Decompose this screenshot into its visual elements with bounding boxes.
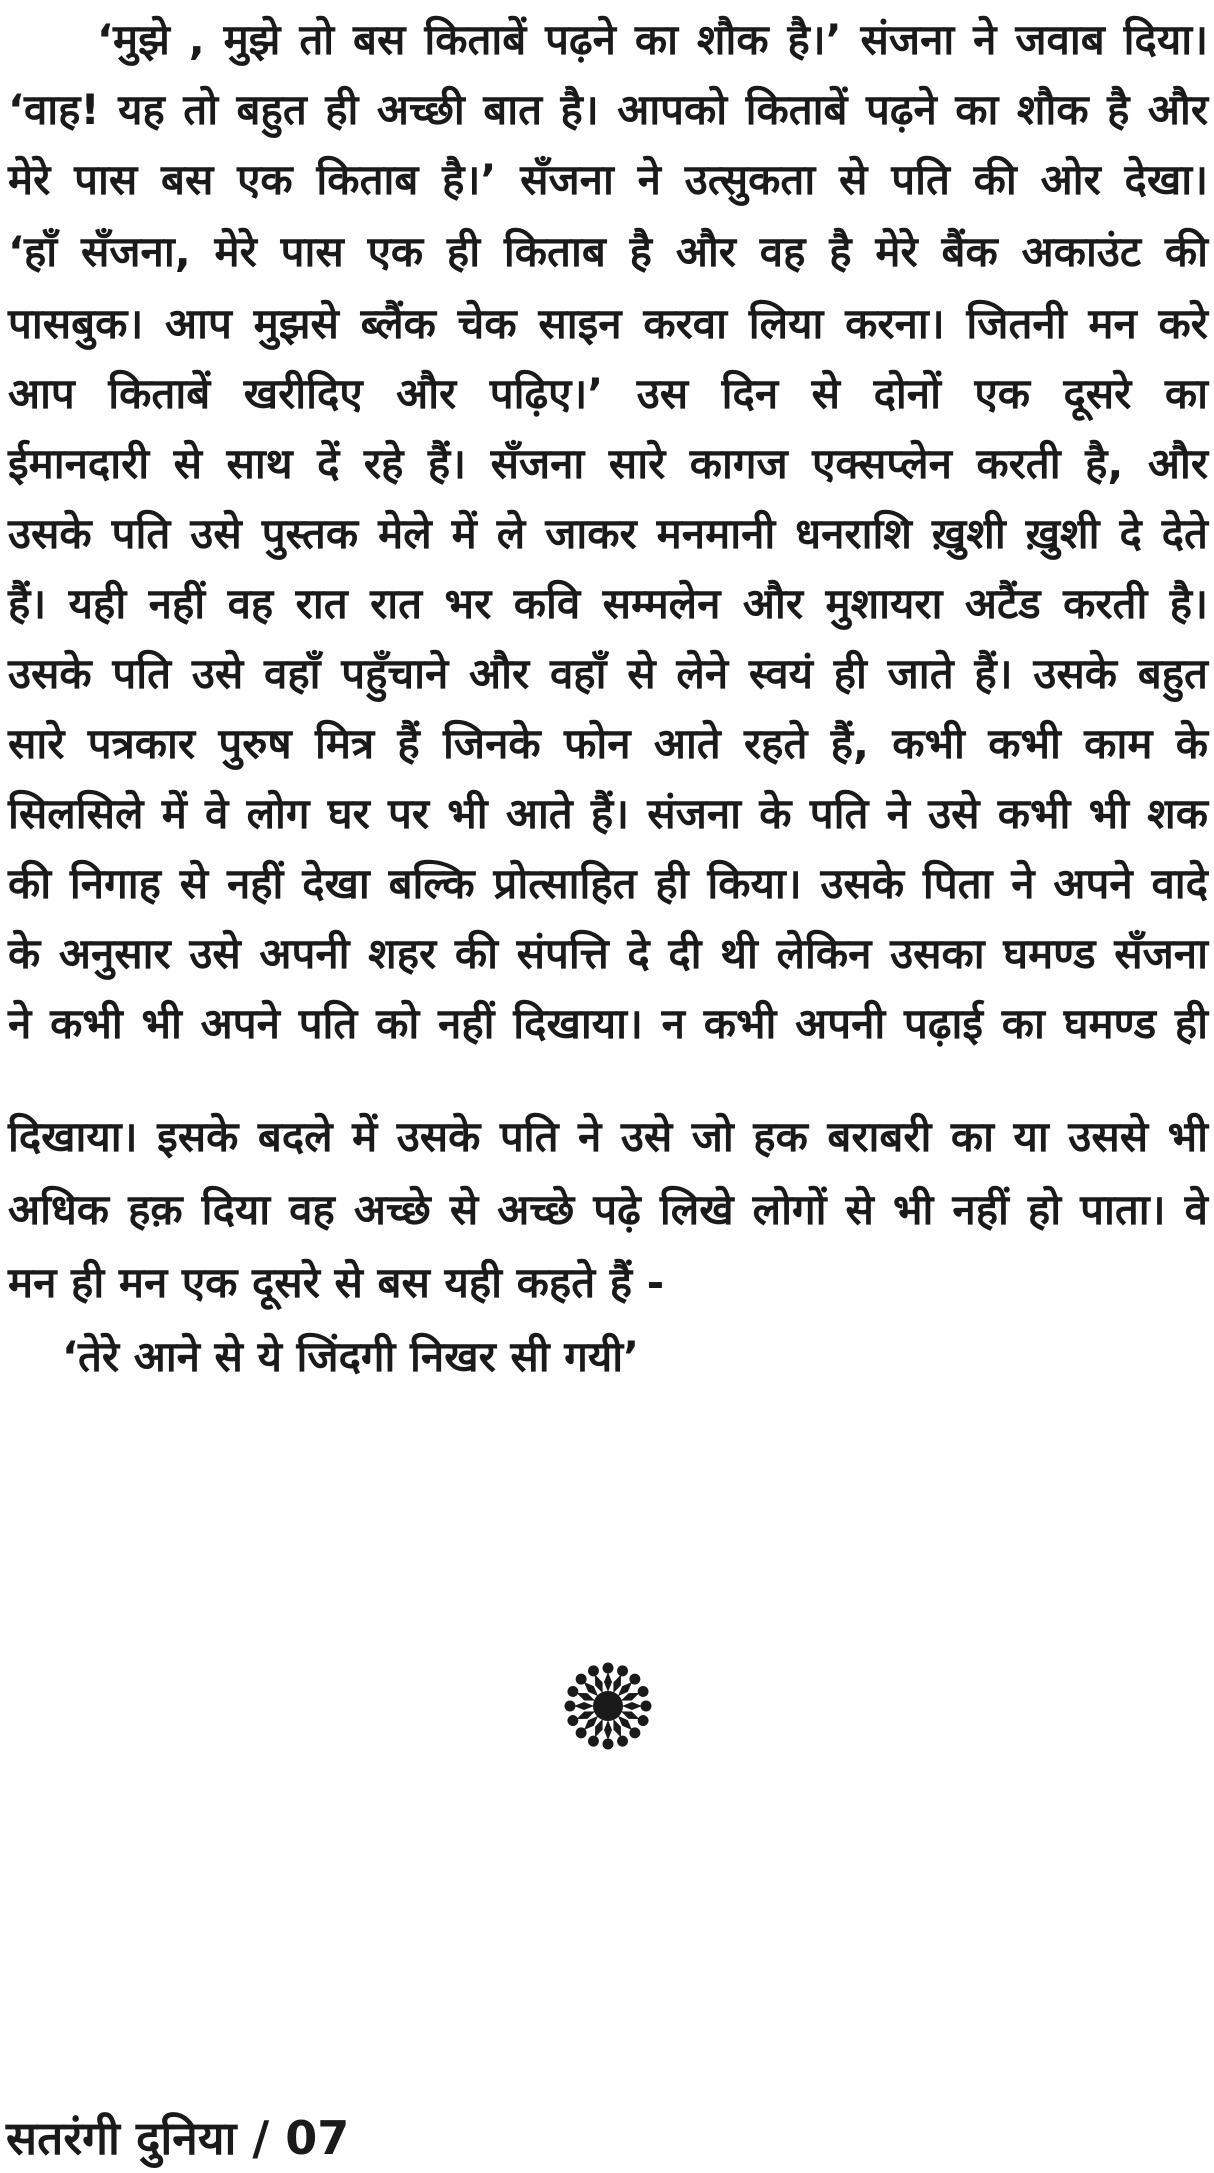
closing-quote-line: ‘तेरे आने से ये जिंदगी निखर सी गयी’ — [62, 1332, 640, 1381]
paragraph-line: उसके पति उसे पुस्तक मेले में ले जाकर मनमानी धनराशि ख़ुशी ख़ुशी दे देते — [8, 509, 1208, 558]
ornament-spoke — [565, 1701, 595, 1712]
ornament-spoke — [603, 1663, 614, 1693]
paragraph-line: ने कभी भी अपने पति को नहीं दिखाया। न कभी अपनी पढ़ाई का घमण्ड ही — [8, 999, 1208, 1048]
paragraph-line: ‘मुझे , मुझे तो बस किताबें पढ़ने का शौक है।’ संजना ने जवाब दिया। — [97, 15, 1208, 64]
paragraph-line: हैं। यही नहीं वह रात रात भर कवि सम्मलेन और मुशायरा अटैंड करती है। — [8, 579, 1208, 628]
paragraph-line: पासबुक। आप मुझसे ब्लैंक चेक साइन करवा लिया करना। जितनी मन करे — [8, 299, 1208, 348]
paragraph-line: दिखाया। इसके बदले में उसके पति ने उसे जो हक बराबरी का या उससे भी — [8, 1112, 1208, 1161]
ornament-spoke — [603, 1720, 614, 1750]
paragraph-line: आप किताबें खरीदिए और पढ़िए।’ उस दिन से दोनों एक दूसरे का — [8, 369, 1208, 418]
paragraph-line: मन ही मन एक दूसरे से बस यही कहते हैं - — [8, 1258, 665, 1307]
page-footer: सतरंगी दुनिया / 07 — [6, 2111, 350, 2165]
paragraph-line: मेरे पास बस एक किताब है।’ सँजना ने उत्सुकता से पति की ओर देखा। — [8, 155, 1208, 204]
paragraph-line: ‘वाह! यह तो बहुत ही अच्छी बात है। आपको किताबें पढ़ने का शौक है और — [8, 85, 1208, 134]
paragraph-line: के अनुसार उसे अपनी शहर की संपत्ति दे दी थी लेकिन उसका घमण्ड सँजना — [8, 929, 1208, 978]
paragraph-line: ईमानदारी से साथ दें रहे हैं। सँजना सारे कागज एक्सप्लेन करती है, और — [8, 439, 1208, 488]
ornament-spoke — [622, 1701, 652, 1712]
sun-flourish-icon — [562, 1660, 654, 1752]
paragraph-line: सारे पत्रकार पुरुष मित्र हैं जिनके फोन आते रहते हैं, कभी कभी काम के — [8, 719, 1208, 768]
paragraph-line: ‘हाँ सँजना, मेरे पास एक ही किताब है और वह है मेरे बैंक अकाउंट की — [8, 227, 1208, 276]
paragraph-line: अधिक हक़ दिया वह अच्छे से अच्छे पढ़े लिखे लोगों से भी नहीं हो पाता। वे — [8, 1185, 1208, 1234]
paragraph-line: की निगाह से नहीं देखा बल्कि प्रोत्साहित ही किया। उसके पिता ने अपने वादे — [8, 859, 1208, 908]
paragraph-line: उसके पति उसे वहाँ पहुँचाने और वहाँ से लेने स्वयं ही जाते हैं। उसके बहुत — [8, 649, 1208, 698]
paragraph-line: सिलसिले में वे लोग घर पर भी आते हैं। संजना के पति ने उसे कभी भी शक — [8, 789, 1208, 838]
